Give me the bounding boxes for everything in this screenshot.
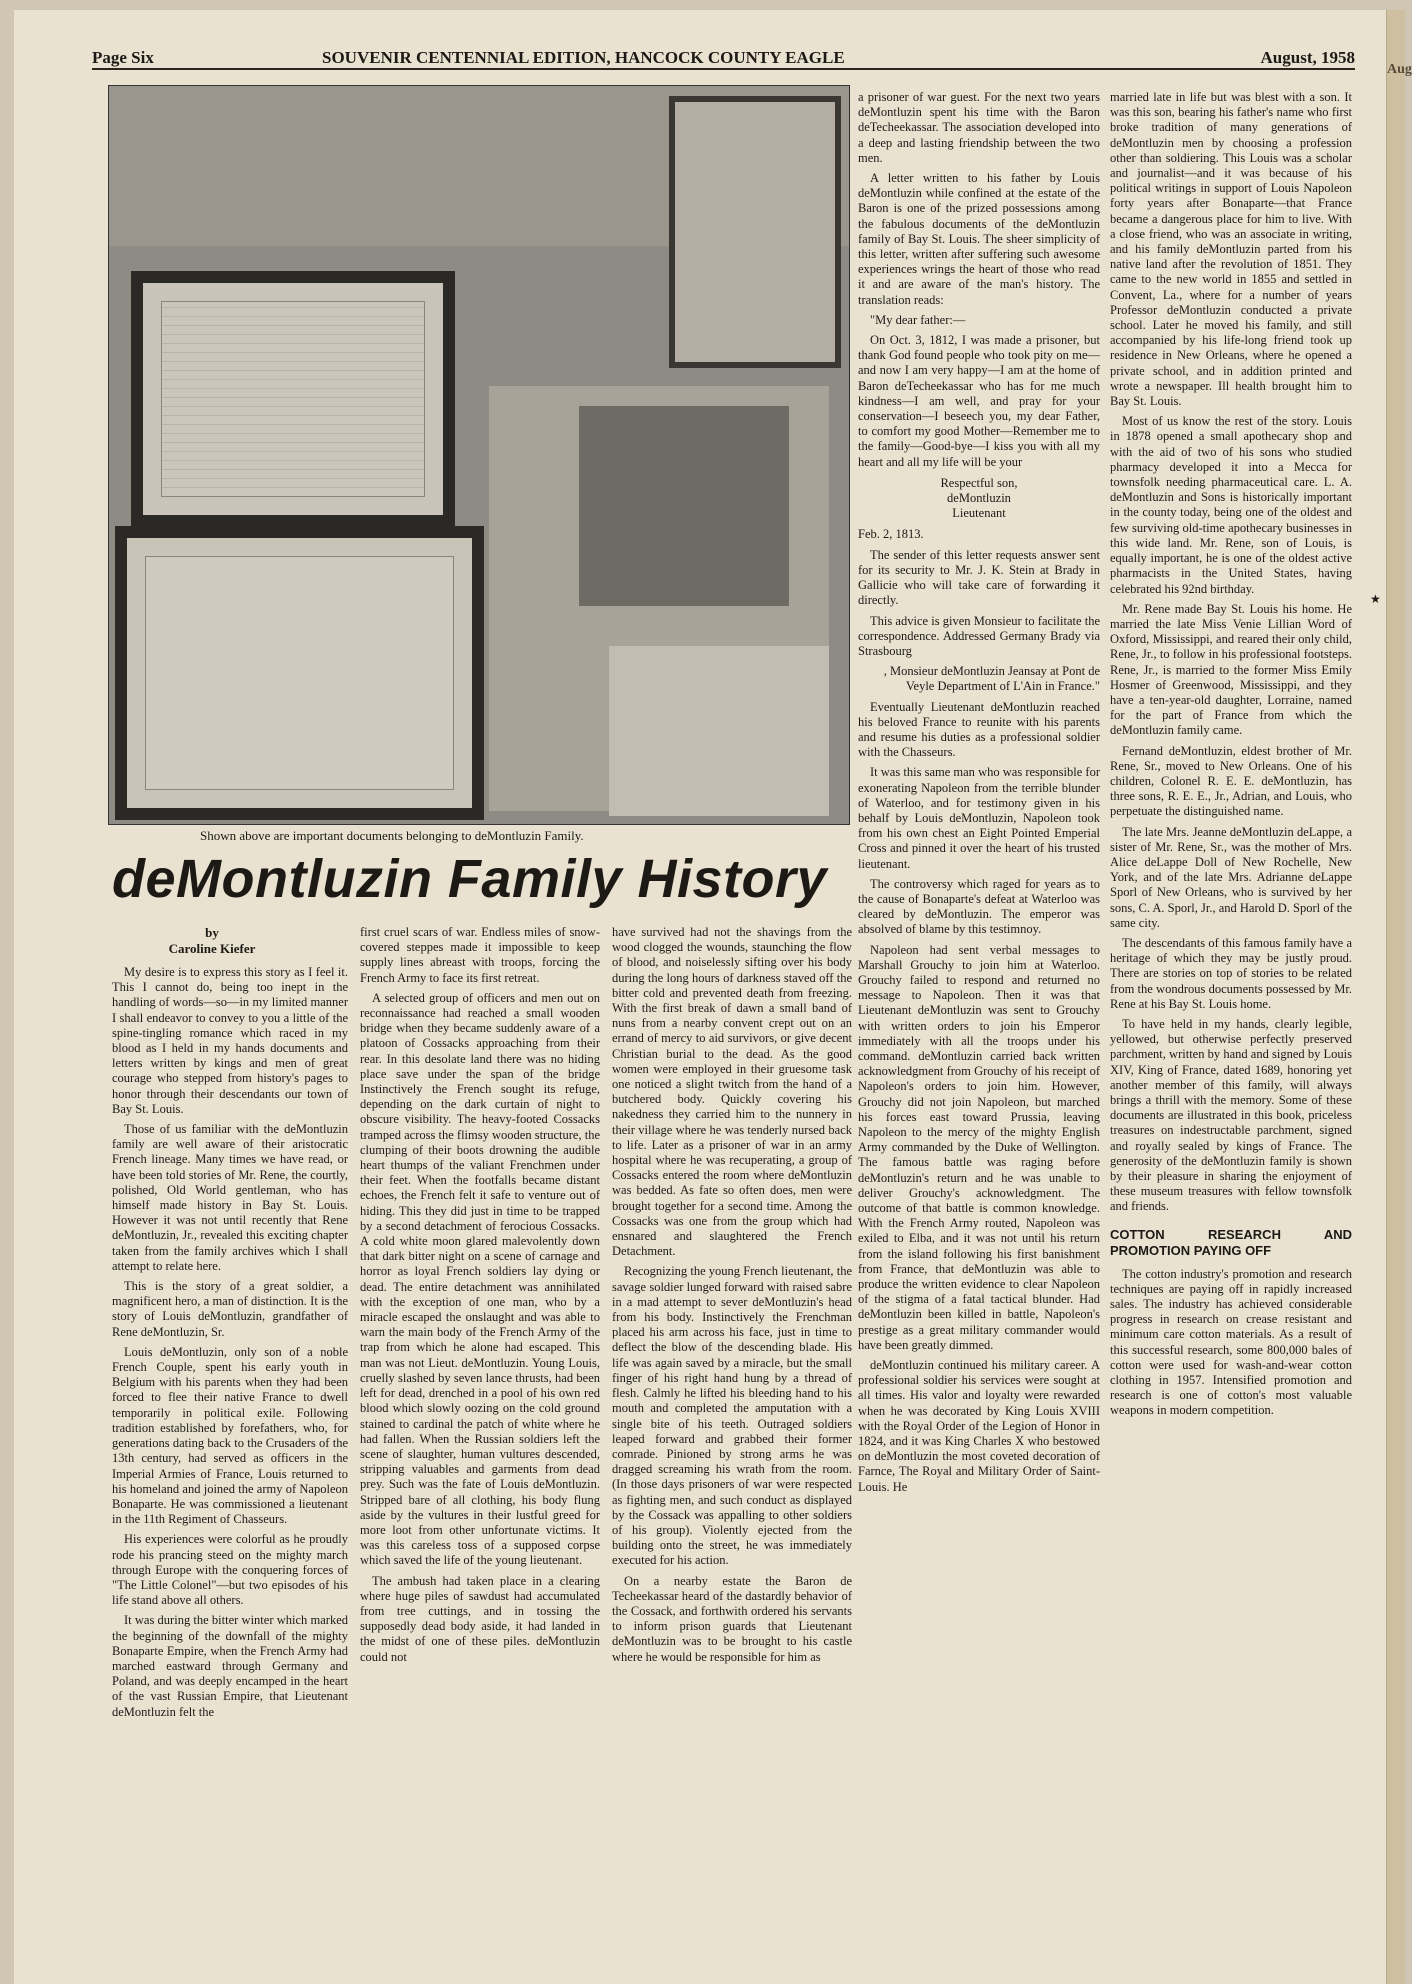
documents-photo — [108, 85, 850, 825]
paragraph: This is the story of a great soldier, a magnificent hero, a man of distinction. It is the story of Louis deMontluzin, grandfather of Rene deMontluzin, Sr. — [112, 1279, 348, 1339]
article-column-2 — [360, 925, 600, 1975]
adjacent-page-edge — [1386, 10, 1412, 1984]
paragraph: Mr. Rene made Bay St. Louis his home. He married the late Miss Venie Lillian Word of Oxford, Mississippi, and reared their only child, Rene, Jr., to follow in his professional footsteps. Rene, Jr., is married to the former Miss Emily Hosmer of Greenwood, Mississippi, and they have a ten-year-old daughter, Lorraine, named for the part of France from which the deMontluzin family came. — [1110, 601, 1352, 738]
photo-caption: Shown above are important documents belonging to deMontluzin Family. — [200, 828, 584, 843]
framed-certificate — [115, 526, 484, 820]
article-column-4 — [858, 90, 1100, 1975]
paragraph: married late in life but was blest with a son. It was this son, bearing his father's name who first broke tradition of many generations of deMontluzin men by choosing a profession other than soldiering. This Louis was a scholar and journalist—and it was because of his political writings in support of Louis Napoleon forty years after Bonaparte—that France became a dangerous place for him to live. With a close friend, who was an associate in writing, and his family deMontluzin parted from his native land after the revolution of 1851. They came to the new world in 1855 and settled in Convent, La., where for a number of years Professor deMontluzin conducted a private school. Later he moved his family, and still accompanied by his life-long friend took up residence in New Orleans, where he opened a private school, and in addition printed and wrote a newspaper. Ill health brought him to Bay St. Louis. — [1110, 90, 1352, 409]
article-column-3 — [612, 925, 852, 1975]
paragraph: The cotton industry's promotion and research techniques are paying off in rapidly increased sales. The industry has achieved considerable progress in research on crease resistant and minimum care cotton materials. As a result of this successful research, some 800,000 bales of cotton were used for wash-and-wear cotton clothing in 1957. Intensified promotion and research is one of cotton's most valuable weapons in modern competition. — [1110, 1266, 1352, 1418]
paragraph: It was during the bitter winter which marked the beginning of the downfall of the mighty Bonaparte Empire, when the French Army had marched eastward through Germany and Poland, and was deeply encamped in the heart of the vast Russian Empire, that Lieutenant deMontluzin felt the — [112, 1613, 348, 1719]
byline-by: by — [205, 925, 219, 940]
adjacent-page-label: Aug — [1387, 62, 1412, 77]
paragraph: To have held in my hands, clearly legible, yellowed, but otherwise perfectly preserved parchment, written by hand and signed by Louis XIV, King of France, dated 1689, honoring yet another member of this family, will always brings a thrill with the memory. Some of these documents are illustrated in this book, priceless treasures on indestructable parchment, signed and royally sealed by kings of France. The generosity of the deMontluzin family is shown by their pleasure in sharing the enjoyment of these museum treasures with fellow townsfolk and friends. — [1110, 1016, 1352, 1214]
paragraph: This advice is given Monsieur to facilitate the correspondence. Addressed Germany Brady via Strasbourg — [858, 613, 1100, 658]
paragraph: Recognizing the young French lieutenant, the savage soldier lunged forward with raised sabre in a mad attempt to sever deMontluzin's head from his body. Instinctively the Frenchman placed his arm across his face, just in time to deflect the blow of the descending blade. His life was again saved by a miracle, but the small finger of his right hand hung by a thread of flesh. Calmly he lifted his bleeding hand to his mouth and completed the amputation with a single bite of his teeth. Outraged soldiers leaped forward and grabbed their former comrade. Pinioned by strong arms he was dragged screaming his wrath from the room. (In those days prisoners of war were respected as fighting men, and such conduct as displayed by the Cossack was appalling to other soldiers of his group). Violently ejected from the building onto the street, he was immediately executed for his action. — [612, 1264, 852, 1568]
paragraph: , Monsieur deMontluzin Jeansay at Pont de Veyle Department of L'Ain in France." — [883, 664, 1100, 694]
paragraph: a prisoner of war guest. For the next two years deMontluzin spent his time with the Baron deTecheekassar. The association developed into a deep and lasting friendship between the two men. — [858, 90, 1100, 165]
byline — [112, 925, 312, 957]
paragraph: My desire is to express this story as I feel it. This I cannot do, being too inept in the handling of words—so—in my limited manner I shall endeavor to convey to you a little of the spine-tingling romance which raced in my blood as I held in my hands documents and letters written by kings and men of great courage who stepped from history's pages to honor through their descendants our town of Bay St. Louis. — [112, 965, 348, 1116]
article-column-1 — [112, 965, 348, 1975]
paragraph: The late Mrs. Jeanne deMontluzin deLappe, a sister of Mr. Rene, Sr., was the mother of Mrs. Alice deLappe Doll of New Rochelle, New York, and of the late Mrs. Adrianne deLappe Sporl of New Orleans, who is survived by her sons, C. A. Sporl, Jr., and Harold D. Sporl of the same city. — [1110, 824, 1353, 930]
signature-line: Lieutenant — [952, 506, 1006, 521]
paragraph: On a nearby estate the Baron de Techeekassar heard of the dastardly behavior of the Cossack, and forthwith ordered his servants to inform prison guards that Lieutenant deMontluzin was to be brought to his castle where he would be responsible for him as — [612, 1573, 852, 1664]
paragraph: The controversy which raged for years as to the cause of Bonaparte's defeat at Waterloo was cleared by deMontluzin. The emperor was absolved of blame by this testimnoy. — [858, 876, 1100, 937]
letter-date: Feb. 2, 1813. — [858, 527, 924, 542]
paragraph: Those of us familiar with the deMontluzin family are well aware of their aristocratic French lineage. Many times we have read, or have been told stories of Mr. Rene, the courtly, polished, Old World gentleman, who has himself made history in Bay St. Louis. However it was not until recently that Rene deMontluzin, Jr., revealed this exciting chapter taken from the family archives which I shall attempt to relate here. — [112, 1122, 348, 1273]
paragraph: A letter written to his father by Louis deMontluzin while confined at the estate of the Baron is one of the prized possessions among the fabulous documents of the deMontluzin family of Bay St. Louis. The sheer simplicity of this letter, written after suffering such awesome experiences wrings the heart of those who read it and are aware of the man's history. The translation reads: — [858, 171, 1100, 307]
paragraph: "My dear father:— — [870, 312, 966, 327]
paragraph: deMontluzin continued his military career. A professional soldier his services were sought at all times. His valor and loyalty were rewarded when he was decorated by King Louis XVIII with the Royal Order of the Legion of Honor in 1824, and it was King Charles X who bestowed on deMontluzin the most coveted decoration of Farnce, The Royal and Military Order of Saint-Louis. He — [858, 1358, 1100, 1494]
issue-date: August, 1958 — [1260, 48, 1355, 67]
page-number: Page Six — [92, 48, 154, 67]
paragraph: The ambush had taken place in a clearing where huge piles of sawdust had accumulated from tree cuttings, and in tossing the supposedly dead body aside, it had landed in the midst of one of these piles. deMontluzin could not — [360, 1573, 600, 1664]
paper-title: SOUVENIR CENTENNIAL EDITION, HANCOCK COUNTY EAGLE — [322, 48, 845, 67]
paragraph: The sender of this letter requests answer sent for its security to Mr. J. K. Stein at Brady in Gallicie who will take care of forwarding it directly. — [858, 547, 1100, 608]
letter-signature — [858, 476, 1100, 522]
page-header — [92, 40, 1355, 70]
paragraph: The descendants of this famous family have a heritage of which they may be justly proud. There are stories on top of stories to be related from the wondrous documents possessed by Mr. Rene at his Bay St. Louis home. — [1110, 935, 1352, 1011]
article-column-5 — [1110, 90, 1352, 1975]
star-icon: ★ — [1370, 592, 1381, 606]
paragraph: first cruel scars of war. Endless miles of snow-covered steppes made it impossible to keep supply lines abreast with troops, forcing the French Army to face its first retreat. — [360, 925, 600, 985]
paragraph: Louis deMontluzin, only son of a noble French Couple, spent his early youth in Belgium with his parents when they had been forced to flee their native France to dwell temporarily in political exile. Following tradition established by forefathers, who, for generations dating back to the Crusaders of the 13th century, had served as officers in the Imperial Armies of France, Louis returned to his homeland and joined the army of Napoleon Bonaparte. He was commissioned a lieutenant in the 11th Regiment of Chasseurs. — [112, 1344, 348, 1527]
paragraph: Most of us know the rest of the story. Louis in 1878 opened a small apothecary shop and with the aid of two of his sons who studied pharmacy developed it into a Mecca for townsfolk needing pharmaceutical care. L. A. deMontluzin and Sons is historically important in the county today, being one of the oldest and few surviving old-time apothecary businesses in this wide land. Mr. Rene, son of Louis, is equally important, he is one of the oldest active pharmacists in the United States, having celebrated his 92nd birthday. — [1110, 414, 1352, 596]
paragraph: Fernand deMontluzin, eldest brother of Mr. Rene, Sr., moved to New Orleans. One of his children, Colonel R. E. E. deMontluzin, has three sons, R. E. E., Jr., Adrian, and Louis, who perpetuate the distinguished name. — [1110, 743, 1352, 819]
paragraph: have survived had not the shavings from the wood clogged the wounds, staunching the flow of blood, and noiselessly sifting over his body during the long hours of darkness staved off the bitter cold and prevented death from freezing. With the first break of dawn a small band of nuns from a nearby convent crept out on an errand of mercy to aid survivors, or give decent Christian burial to the dead. As the good women were employed in their gruesome task one noticed a slight twitch from the hand of a butchered body. Quickly covering his nakedness they carried him to the nunnery in their village where he was tenderly nursed back to life. Later as a prisoner of war in an army hospital where he was recuperating, a group of Cossacks entered the room where deMontluzin was bedded. As fate so often does, men were brought together for a second time. Among the Cossacks was one from the group which had ensnared and slaughtered the French Detachment. — [612, 925, 852, 1259]
paragraph: On Oct. 3, 1812, I was made a prisoner, but thank God found people who took pity on me—and now I am very happy—I am at the home of Baron deTecheekassar who has for me much kindness—I am well, and pray for your conservation—I beseech you, my dear Father, to comfort my good Mother—Remember me to the family—Good-bye—I kiss you with all my heart and all my life will be your — [858, 333, 1100, 469]
paragraph: A selected group of officers and men out on reconnaissance had reached a small wooden bridge when they became suddenly aware of a platoon of Cossacks approaching from their rear. In this desolate land there was no hiding place save under the span of the bridge Instinctively the French sought its refuge, depending on the dark curtain of night to obscure visibility. The heavy-footed Cossacks tramped across the flimsy wooden structure, the clumping of their boots drowning the audible heart thumps of the valiant Frenchmen under their feet. When the footfalls became distant echoes, the French felt it safe to venture out of hiding. This they did just in time to be trapped by a second detachment of ferocious Cossacks. A cold white moon glared malevolently down that dark bitter night on a scene of carnage and horror as loyal French soldiers lay dying or dead. The entire detachment was annihilated with the exception of one man, who by a miracle escaped the onslaught and was able to warn the main body of the French Army of the trap from which he alone had escaped. This man was not Lieut. deMontluzin. Young Louis, cruelly slashed by seven lance thrusts, had been left for dead, drenched in a pool of his own red blood which slowly oozing on the cold ground stained to cardinal the patch of white where he had fallen. When the Russian soldiers left the scene of slaughter, human vultures descended, stripping valuables and garments from dead prey. Such was the fate of Louis deMontluzin. Stripped bare of all clothing, his body flung aside by the vultures in their lustful greed for more loot from other unfortunate victims. It was this careless toss of a supposed corpse which saved the life of the young lieutenant. — [360, 990, 600, 1568]
signature-line: Respectful son, — [940, 475, 1018, 490]
paragraph: Napoleon had sent verbal messages to Marshall Grouchy to join him at Waterloo. Grouchy failed to respond and returned no message to Napoleon. Then it was that Lieutenant deMontluzin was sent to Grouchy with written orders to join his Emperor immediately with all the troops under his command. deMontluzin carried back written acknowledgment from Grouchy of his receipt of Napoleon's orders to join him. However, Grouchy did not join Napoleon, but marched his forces east toward Prussia, leaving Napoleon to the mercy of the mighty English Army commanded by the Duke of Wellington. The famous battle was raging before deMontluzin's return and he was unable to deliver Grouchy's acknowledgment. The outcome of that battle is common knowledge. With the French Army routed, Napoleon was exiled to Elba, and it was not until his return from the island following his first banishment from France, that deMontluzin was able to produce the written evidence to clear Napoleon of the stigma of a fatal tactical blunder. Had deMontluzin been killed in battle, Napoleon's prestige as a great military commander would have been greatly dimmed. — [858, 942, 1100, 1352]
paragraph: It was this same man who was responsible for exonerating Napoleon from the terrible blunder of Waterloo, and for testimony given in his behalf by Louis deMontluzin, Napoleon took from his own chest an Eight Pointed Emperial Cross and pinned it over the heart of his trusted lieutenant. — [858, 765, 1100, 871]
signature-line: deMontluzin — [947, 491, 1011, 506]
sidebar-headline: COTTON RESEARCH AND PROMOTION PAYING OFF — [1110, 1226, 1352, 1258]
paragraph: His experiences were colorful as he proudly rode his prancing steed on the mighty march through Europe with the conquering forces of "The Little Colonel"—but two episodes of his life stand above all others. — [112, 1532, 348, 1608]
byline-author: Caroline Kiefer — [168, 941, 256, 956]
framed-certificate — [131, 271, 455, 527]
paragraph: Eventually Lieutenant deMontluzin reached his beloved France to reunite with his parents and resume his duties as a professional soldier with the Chasseurs. — [858, 699, 1100, 760]
article-title: deMontluzin Family History — [112, 849, 828, 909]
